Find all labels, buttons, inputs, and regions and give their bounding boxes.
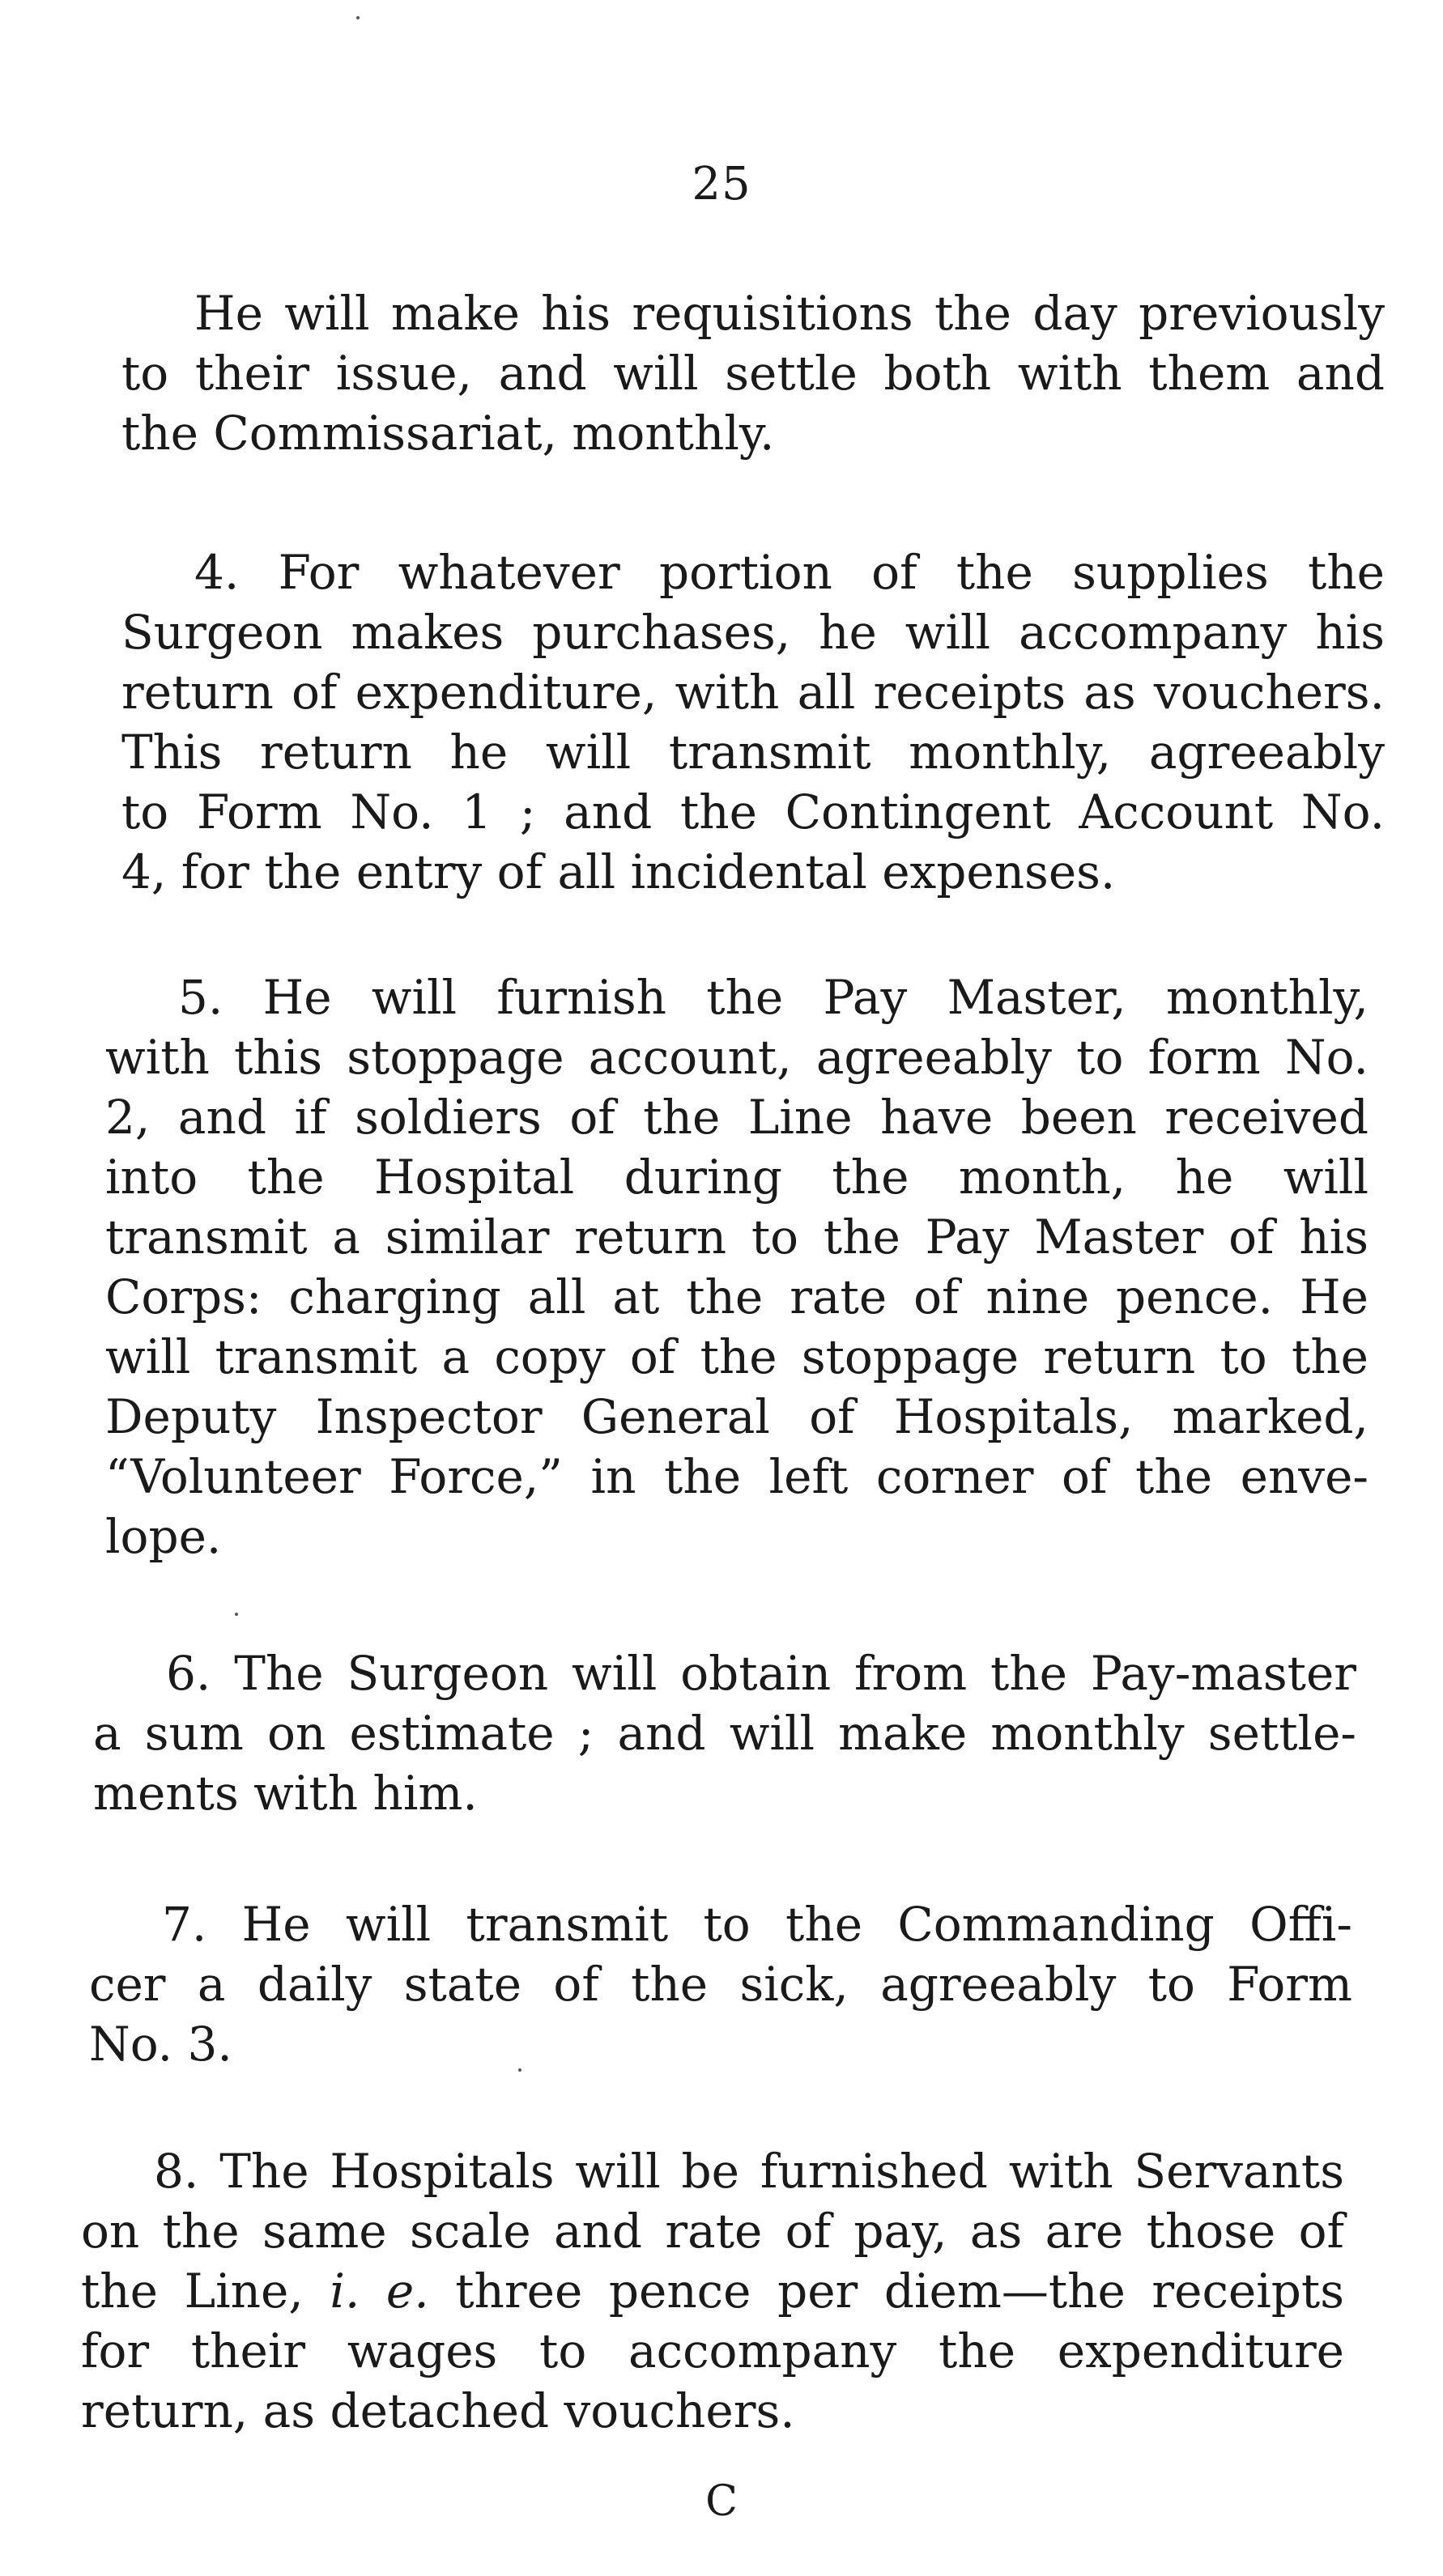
signature-mark: C xyxy=(705,2477,738,2526)
text-line: This return he will transmit monthly, agreeably xyxy=(121,725,1385,780)
page-number: 25 xyxy=(692,158,751,210)
text-line: ments with him. xyxy=(93,1766,478,1821)
text-line: on the same scale and rate of pay, as are those of xyxy=(81,2204,1344,2259)
text-line: 8. The Hospitals will be furnished with Servants xyxy=(154,2144,1344,2199)
text-line: transmit a similar return to the Pay Master of his xyxy=(105,1209,1369,1265)
text-line: cer a daily state of the sick, agreeably to Form xyxy=(89,1957,1352,2012)
text-line: 7. He will transmit to the Commanding Offi- xyxy=(162,1897,1352,1952)
text-line: with this stoppage account, agreeably to form No. xyxy=(105,1030,1369,1085)
text-line: He will make his requisitions the day previously xyxy=(194,286,1385,341)
text-line: Surgeon makes purchases, he will accompany his xyxy=(121,605,1385,660)
paragraph-8 xyxy=(81,2141,1344,2441)
text-line: to their issue, and will settle both with them and xyxy=(121,346,1385,401)
text-line: return, as detached vouchers. xyxy=(81,2383,795,2438)
text-line: for their wages to accompany the expenditure xyxy=(81,2323,1344,2378)
text-line: “Volunteer Force,” in the left corner of the enve- xyxy=(105,1449,1369,1504)
text-line: Deputy Inspector General of Hospitals, marked, xyxy=(105,1389,1369,1444)
text-line: 5. He will furnish the Pay Master, monthly, xyxy=(178,970,1369,1025)
paragraph-5 xyxy=(105,967,1369,1566)
text-line: 4, for the entry of all incidental expenses. xyxy=(121,844,1116,899)
text-line: lope. xyxy=(105,1509,222,1564)
paragraph-6 xyxy=(93,1643,1356,1823)
print-speck xyxy=(356,16,360,19)
text-line: into the Hospital during the month, he will xyxy=(105,1150,1369,1205)
paragraph-4 xyxy=(121,542,1385,902)
text-line: return of expenditure, with all receipts as vouchers. xyxy=(121,665,1385,720)
text-line: No. 3. xyxy=(89,2017,232,2072)
text-line: 4. For whatever portion of the supplies the xyxy=(194,545,1385,600)
text-line: the Line, i. e. three pence per diem—the receipts xyxy=(81,2264,1344,2319)
text-line: 6. The Surgeon will obtain from the Pay-master xyxy=(166,1646,1356,1701)
print-speck xyxy=(235,1613,238,1616)
print-speck xyxy=(518,2068,521,2072)
text-line: the Commissariat, monthly. xyxy=(121,406,775,461)
text-line: to Form No. 1 ; and the Contingent Account No. xyxy=(121,784,1385,840)
text-line: will transmit a copy of the stoppage return to the xyxy=(105,1329,1369,1384)
text-line: a sum on estimate ; and will make monthly settle- xyxy=(93,1706,1356,1761)
paragraph-7 xyxy=(89,1894,1352,2074)
text-line: Corps: charging all at the rate of nine pence. He xyxy=(105,1269,1369,1324)
text-line: 2, and if soldiers of the Line have been received xyxy=(105,1090,1369,1145)
paragraph-continuation xyxy=(121,283,1385,463)
